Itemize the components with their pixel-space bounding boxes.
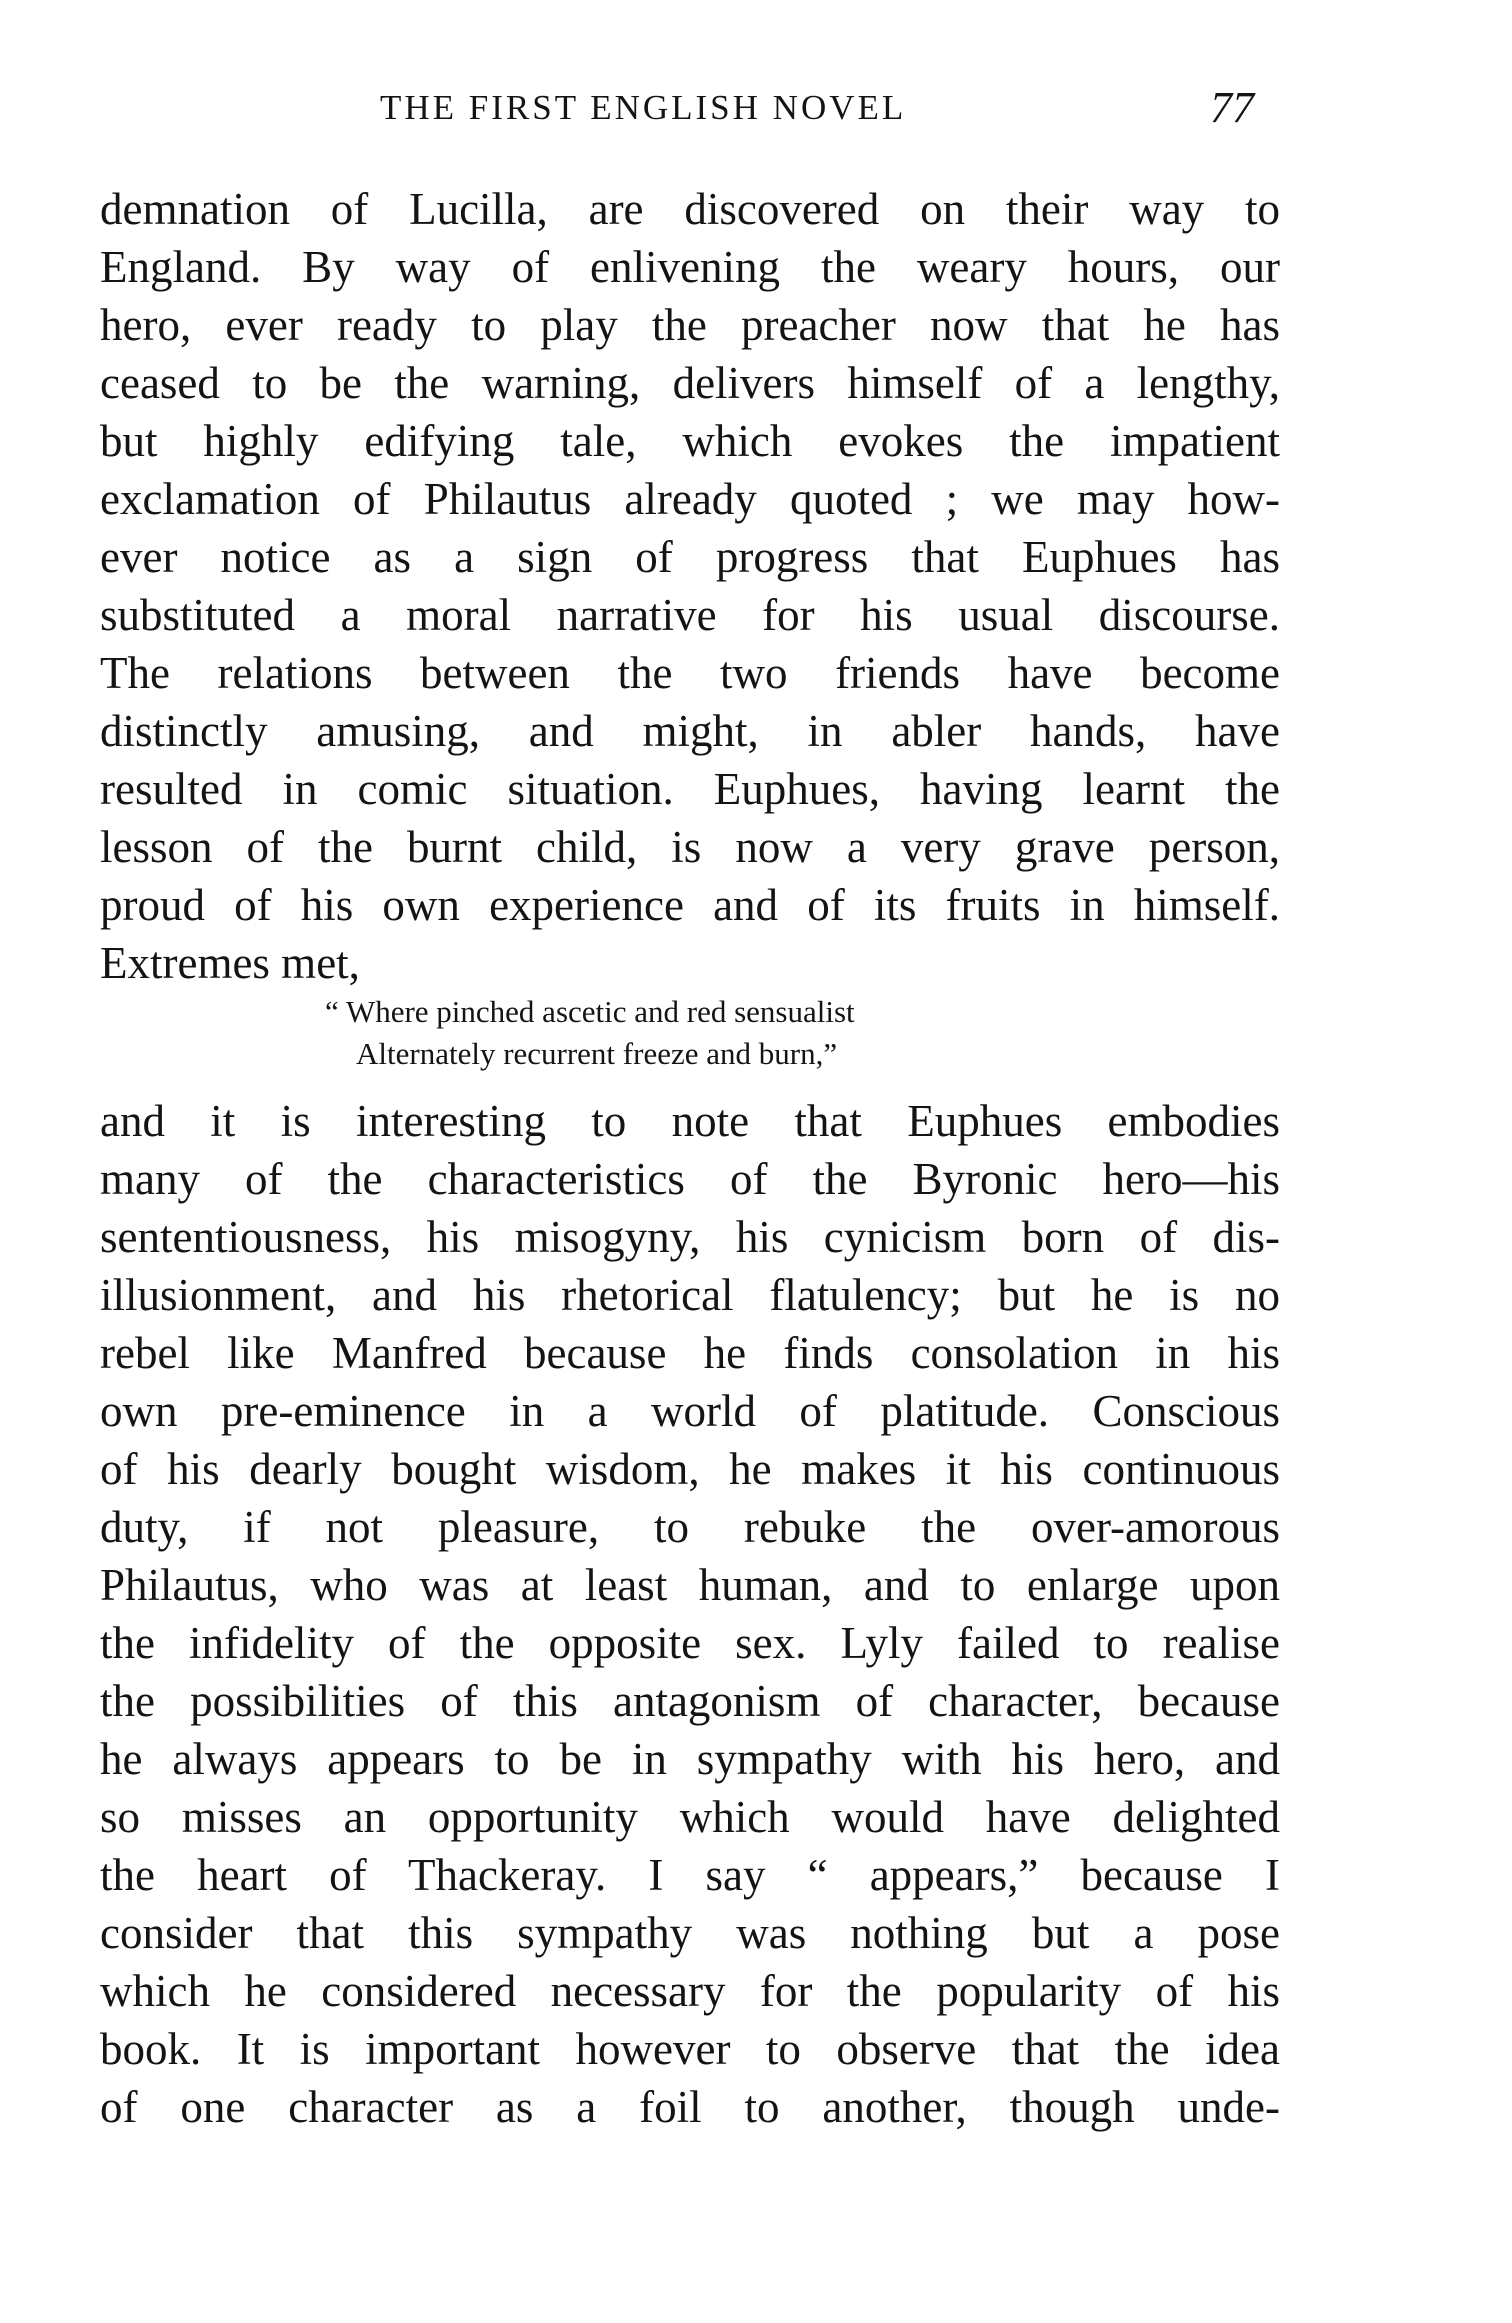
text-line: and it is interesting to note that Euphues embodies [100,1096,1280,1146]
paragraph-2 [100,1092,1280,2136]
quotation-line-1: “ Where pinched ascetic and red sensualist [325,994,855,1029]
paragraph-1 [100,180,1280,992]
text-line: the possibilities of this antagonism of character, because [100,1676,1280,1726]
text-line: sententiousness, his misogyny, his cynicism born of dis- [100,1212,1280,1262]
text-line: exclamation of Philautus already quoted ; we may how- [100,474,1280,524]
text-line: Philautus, who was at least human, and to enlarge upon [100,1560,1280,1610]
quotation-line-2: Alternately recurrent freeze and burn,” [356,1036,838,1071]
text-line: The relations between the two friends have become [100,648,1280,698]
text-line: illusionment, and his rhetorical flatulency; but he is no [100,1270,1280,1320]
text-line: of one character as a foil to another, though unde- [100,2082,1280,2132]
text-line: the heart of Thackeray. I say “ appears,” because I [100,1850,1280,1900]
text-line: Extremes met, [100,938,360,988]
text-line: book. It is important however to observe that the idea [100,2024,1280,2074]
text-line: proud of his own experience and of its fruits in himself. [100,880,1280,930]
text-line: substituted a moral narrative for his usual discourse. [100,590,1280,640]
text-line: ceased to be the warning, delivers himself of a lengthy, [100,358,1280,408]
page-number: 77 [1210,83,1254,132]
text-line: the infidelity of the opposite sex. Lyly failed to realise [100,1618,1280,1668]
text-line: rebel like Manfred because he finds consolation in his [100,1328,1280,1378]
text-line: duty, if not pleasure, to rebuke the over-amorous [100,1502,1280,1552]
running-title: THE FIRST ENGLISH NOVEL [380,88,907,127]
text-line: of his dearly bought wisdom, he makes it his continuous [100,1444,1280,1494]
text-line: ever notice as a sign of progress that Euphues has [100,532,1280,582]
text-line: many of the characteristics of the Byronic hero—his [100,1154,1280,1204]
text-line: but highly edifying tale, which evokes the impatient [100,416,1280,466]
text-line: lesson of the burnt child, is now a very grave person, [100,822,1280,872]
text-line: he always appears to be in sympathy with his hero, and [100,1734,1280,1784]
text-line: which he considered necessary for the popularity of his [100,1966,1280,2016]
text-line: demnation of Lucilla, are discovered on their way to [100,184,1280,234]
text-line: own pre-eminence in a world of platitude. Conscious [100,1386,1280,1436]
text-line: hero, ever ready to play the preacher now that he has [100,300,1280,350]
text-line: consider that this sympathy was nothing but a pose [100,1908,1280,1958]
text-line: so misses an opportunity which would have delighted [100,1792,1280,1842]
text-line: England. By way of enlivening the weary hours, our [100,242,1280,292]
text-line: distinctly amusing, and might, in abler hands, have [100,706,1280,756]
text-line: resulted in comic situation. Euphues, having learnt the [100,764,1280,814]
